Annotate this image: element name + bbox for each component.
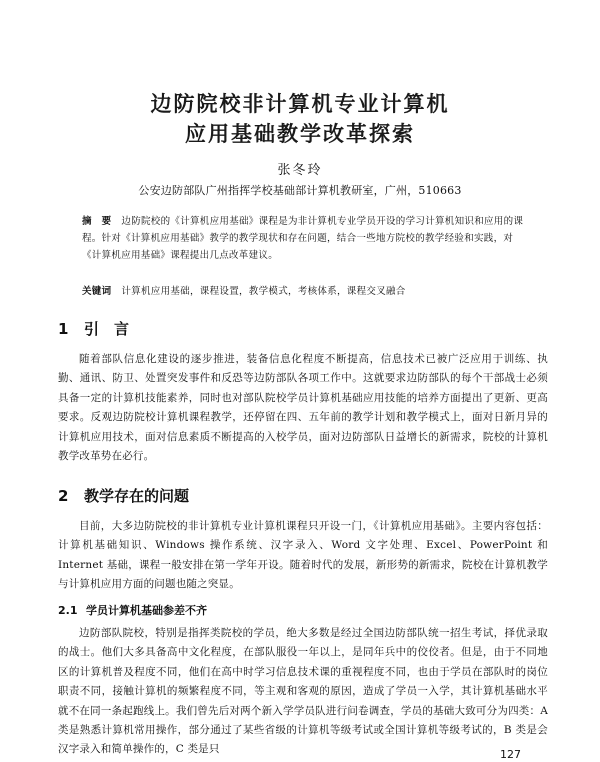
- abstract-text: 边防院校的《计算机应用基础》课程是为非计算机专业学员开设的学习计算机知识和应用的课程。针对《计算机应用基础》教学的教学现状和存在问题，结合一些地方院校的教学经验和实践，对《计算机应用基础》课程提出几点改革建议。: [82, 216, 524, 261]
- section-heading-1: [58, 318, 129, 339]
- paper-title-line-1: 边防院校非计算机专业计算机: [150, 92, 450, 116]
- section-title: 教学存在的问题: [84, 487, 190, 505]
- subsection-title: 学员计算机基础参差不齐: [86, 604, 207, 617]
- paper-title-line-2: 应用基础教学改革探索: [185, 122, 415, 146]
- section-number: 1: [58, 320, 69, 338]
- author-name: 张冬玲: [277, 163, 323, 178]
- section-title: 引 言: [84, 320, 130, 338]
- abstract: [82, 213, 532, 264]
- keywords-label: 关键词: [82, 286, 112, 297]
- author-affiliation: 公安边防部队广州指挥学校基础部计算机教研室，广州，510663: [138, 184, 462, 197]
- subsection-heading-2-1: [58, 602, 207, 618]
- page-number: 127: [500, 748, 521, 761]
- section-heading-2: [58, 485, 189, 506]
- subsection-2-1-paragraph: 边防部队院校，特别是指挥类院校的学员，绝大多数是经过全国边防部队统一招生考试，择优录取的战士。他们大多具备高中文化程度，在部队服役一年以上，是同年兵中的佼佼者。但是，由于不同地区的计算机普及程度不同，他们在高中时学习信息技术课的重视程度不同，也由于学员在部队时的岗位职责不同，接触计算机的频繁程度不同，等主观和客观的原因，造成了学员一入学，其计算机基础水平就不在同一条起跑线上。我们曾先后对两个新入学学员队进行问卷调查，学员的基础大致可分为四类：A 类是熟悉计算机常用操作，部分通过了某些省级的计算机等级考试或全国计算机等级考试的，B 类是会汉字录入和简单操作的，C 类是只: [58, 627, 548, 756]
- keywords: [82, 283, 532, 300]
- subsection-number: 2.1: [58, 604, 78, 617]
- section-2-paragraph: 目前，大多边防院校的非计算机专业计算机课程只开设一门，《计算机应用基础》。主要内容包括：计算机基础知识、Windows 操作系统、汉字录入、Word 文字处理、Excel、PowerPoint 和 Internet 基础，课程一般安排在第一学年开设。随着时代的发展，新形势的新需求，院校在计算机教学与计算机应用方面的问题也随之突显。: [58, 520, 548, 591]
- section-number: 2: [58, 487, 69, 505]
- section-1-paragraph: 随着部队信息化建设的逐步推进，装备信息化程度不断提高，信息技术已被广泛应用于训练、执勤、通讯、防卫、处置突发事件和反恐等边防部队各项工作中。这就要求边防部队的每个干部战士必须具备一定的计算机技能素养，同时也对部队院校学员计算机基础应用技能的培养方面提出了更新、更高要求。反观边防院校计算机课程教学，还停留在四、五年前的教学计划和教学模式上，面对日新月异的计算机应用技术，面对信息素质不断提高的入校学员，面对边防部队日益增长的新需求，院校的计算机教学改革势在必行。: [58, 353, 548, 463]
- keywords-text: 计算机应用基础，课程设置，教学模式，考核体系，课程交叉融合: [121, 286, 406, 297]
- abstract-label: 摘 要: [82, 216, 112, 227]
